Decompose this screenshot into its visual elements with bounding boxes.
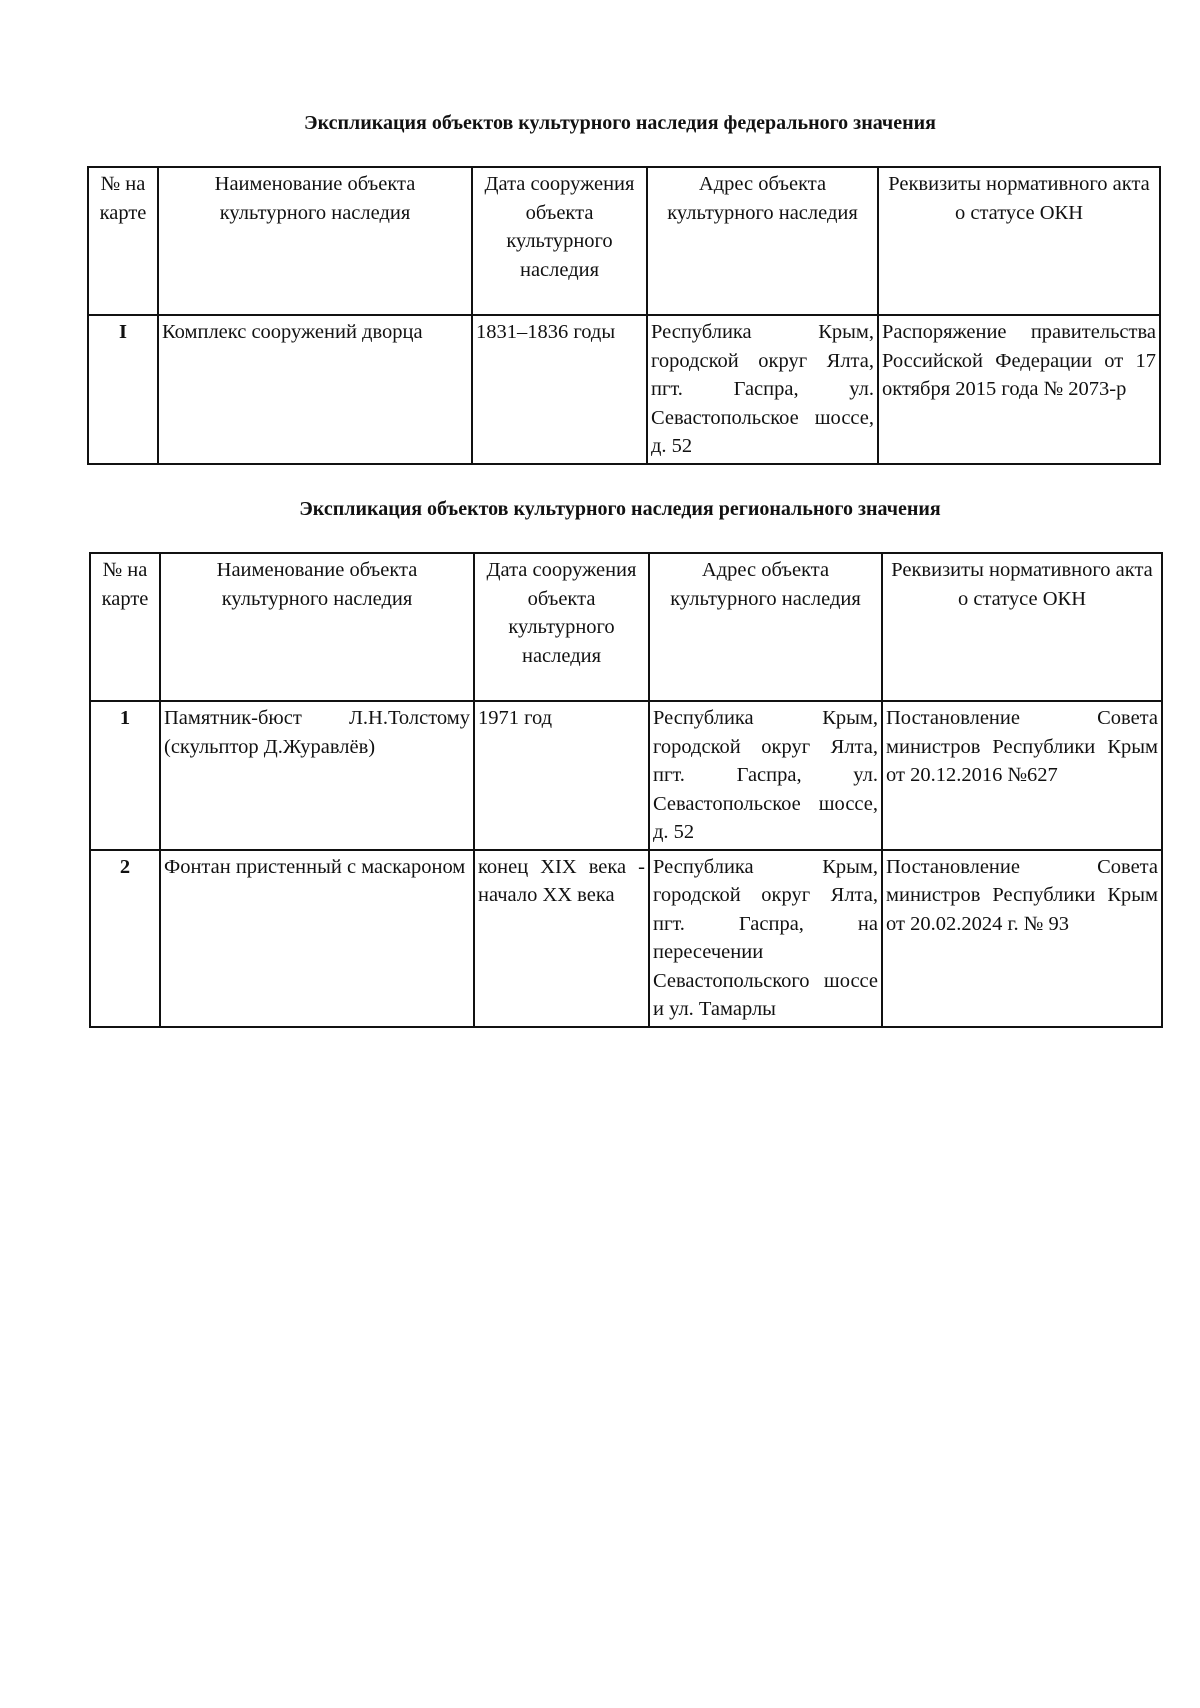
header-legal-act: Реквизиты нормативного акта о статусе ОКН — [882, 553, 1162, 701]
cell-legal-act: Постановление Совета министров Республики Крым от 20.02.2024 г. № 93 — [882, 850, 1162, 1027]
regional-table-title: Экспликация объектов культурного наследия регионального значения — [299, 498, 941, 520]
table-row — [88, 315, 1160, 464]
federal-table-title: Экспликация объектов культурного наследия федерального значения — [304, 112, 936, 134]
cell-object-address: Республика Крым, городской округ Ялта, пгт. Гаспра, на пересечении Севастопольского шоссе и ул. Тамарлы — [649, 850, 882, 1027]
header-legal-act: Реквизиты нормативного акта о статусе ОКН — [878, 167, 1160, 315]
header-construction-date: Дата сооружения объекта культурного наследия — [472, 167, 647, 315]
cell-object-address: Республика Крым, городской округ Ялта, пгт. Гаспра, ул. Севастопольское шоссе, д. 52 — [649, 701, 882, 850]
header-map-number: № на карте — [88, 167, 158, 315]
cell-construction-date: 1831–1836 годы — [472, 315, 647, 464]
header-object-address: Адрес объекта культурного наследия — [649, 553, 882, 701]
table-row — [90, 850, 1162, 1027]
regional-heritage-table — [89, 552, 1163, 1028]
federal-heritage-table — [87, 166, 1161, 465]
header-object-name: Наименование объекта культурного наследия — [160, 553, 474, 701]
cell-map-number: I — [88, 315, 158, 464]
cell-map-number: 2 — [90, 850, 160, 1027]
cell-map-number: 1 — [90, 701, 160, 850]
cell-legal-act: Распоряжение правительства Российской Федерации от 17 октября 2015 года № 2073-р — [878, 315, 1160, 464]
header-map-number: № на карте — [90, 553, 160, 701]
cell-object-name: Комплекс сооружений дворца — [158, 315, 472, 464]
table-row — [90, 701, 1162, 850]
header-construction-date: Дата сооружения объекта культурного наследия — [474, 553, 649, 701]
cell-object-address: Республика Крым, городской округ Ялта, пгт. Гаспра, ул. Севастопольское шоссе, д. 52 — [647, 315, 878, 464]
cell-construction-date: конец XIX века - начало XX века — [474, 850, 649, 1027]
cell-object-name: Фонтан пристенный с маскароном — [160, 850, 474, 1027]
table-header-row — [88, 167, 1160, 315]
header-object-address: Адрес объекта культурного наследия — [647, 167, 878, 315]
cell-construction-date: 1971 год — [474, 701, 649, 850]
header-object-name: Наименование объекта культурного наследия — [158, 167, 472, 315]
cell-legal-act: Постановление Совета министров Республики Крым от 20.12.2016 №627 — [882, 701, 1162, 850]
cell-object-name: Памятник-бюст Л.Н.Толстому (скульптор Д.Журавлёв) — [160, 701, 474, 850]
table-header-row — [90, 553, 1162, 701]
